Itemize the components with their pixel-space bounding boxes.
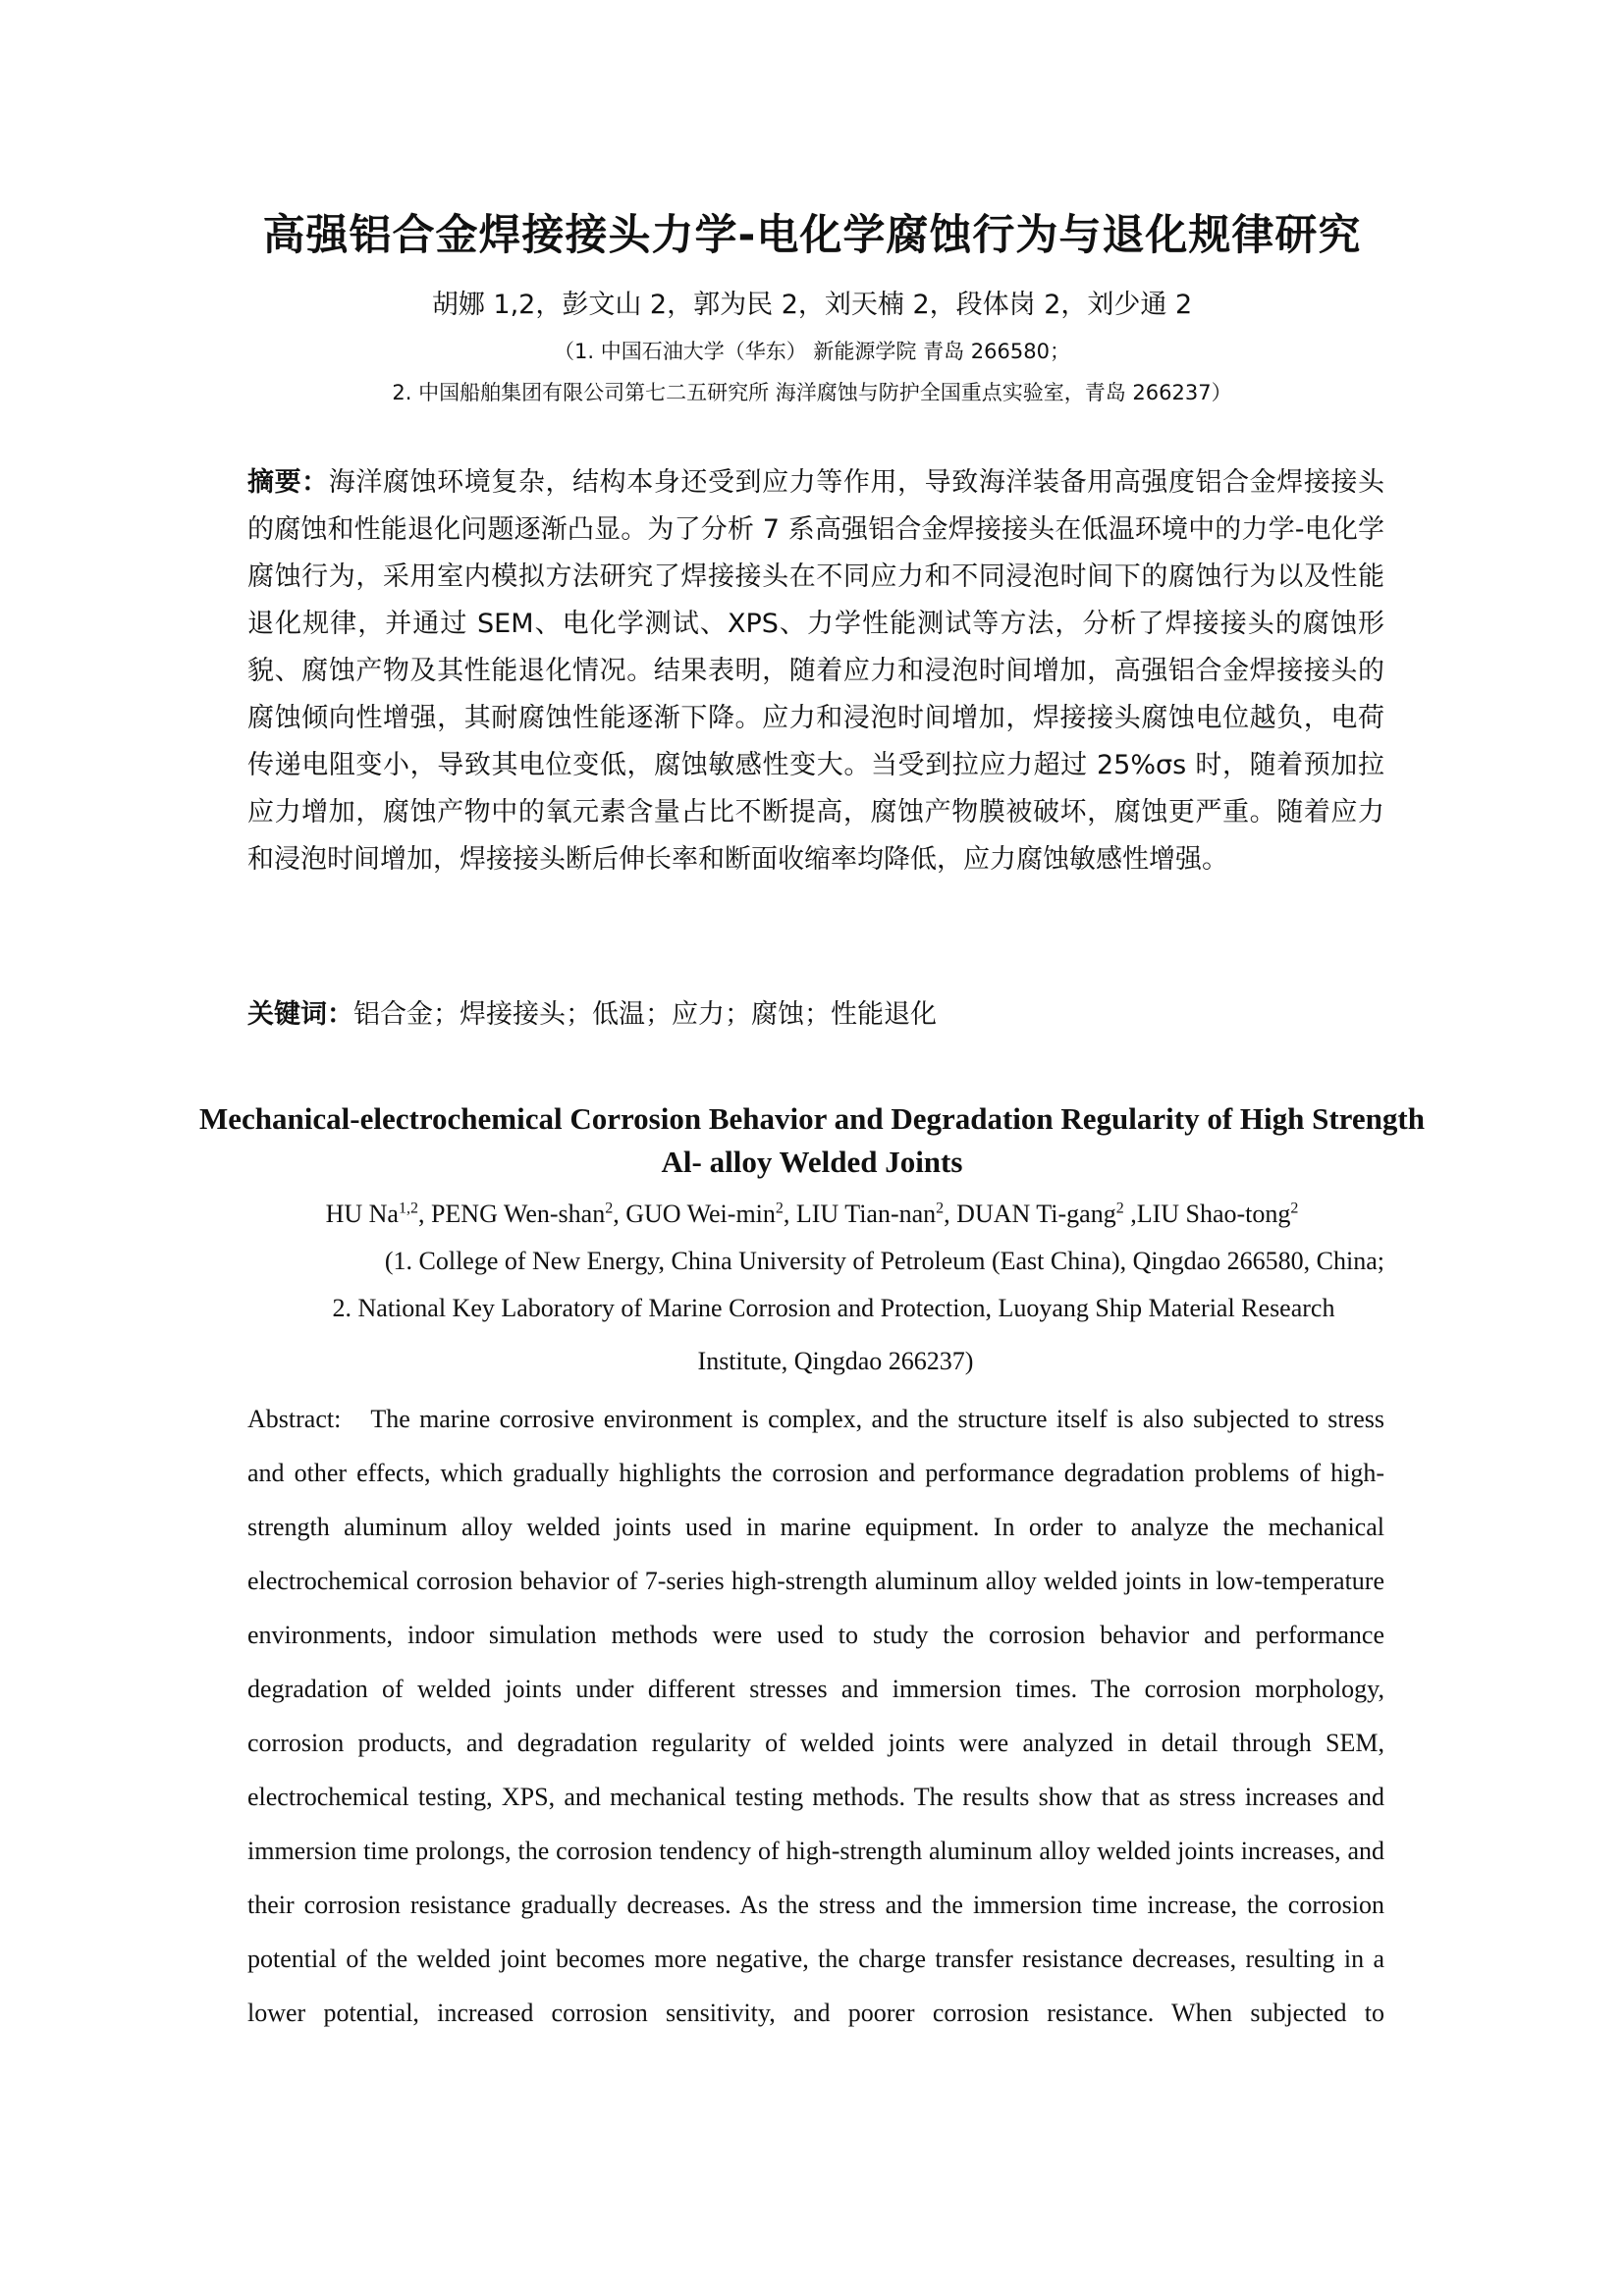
chinese-authors: 胡娜 1,2，彭文山 2，郭为民 2，刘天楠 2，段体岗 2，刘少通 2 [431,290,1193,320]
author-name: LIU Shao-tong [1136,1200,1291,1228]
author-separator: , [783,1200,796,1228]
chinese-abstract [247,459,1384,883]
author-affiliation-mark: 1,2 [398,1200,418,1217]
english-abstract-text: The marine corrosive environment is complex, and the structure itself is also subjected to stress and other effects, which gradually highlights the corrosion and performance degradation problems of high-strength aluminum alloy welded joints used in marine equipment. In order to analyze the mechanical electrochemical corrosion behavior of 7-series high-strength aluminum alloy welded joints in low-temperature environments, indoor simulation methods were used to study the corrosion behavior and performance degradation of welded joints under different stresses and immersion times. The corrosion morphology, corrosion products, and degradation regularity of welded joints were analyzed in detail through SEM, electrochemical testing, XPS, and mechanical testing methods. The results show that as stress increases and immersion time prolongs, the corrosion tendency of high-strength aluminum alloy welded joints increases, and their corrosion resistance gradually decreases. As the stress and the immersion time increase, the corrosion potential of the welded joint becomes more negative, the charge transfer resistance decreases, resulting in a lower potential, increased corrosion sensitivity, and poorer corrosion resistance. When subjected to [247,1405,1384,2027]
english-affiliation-2: 2. National Key Laboratory of Marine Corrosion and Protection, Luoyang Ship Material Research [332,1294,1335,1322]
english-authors [0,1196,1624,1233]
author-separator: , [1123,1200,1137,1228]
author-name: LIU Tian-nan [795,1200,937,1228]
author-name: HU Na [325,1200,399,1228]
chinese-abstract-text: 海洋腐蚀环境复杂，结构本身还受到应力等作用，导致海洋装备用高强度铝合金焊接接头的腐蚀和性能退化问题逐渐凸显。为了分析 7 系高强铝合金焊接接头在低温环境中的力学-电化学腐蚀行为，采用室内模拟方法研究了焊接接头在不同应力和不同浸泡时间下的腐蚀行为以及性能退化规律，并通过 SEM、电化学测试、XPS、力学性能测试等方法，分析了焊接接头的腐蚀形貌、腐蚀产物及其性能退化情况。结果表明，随着应力和浸泡时间增加，高强铝合金焊接接头的腐蚀倾向性增强，其耐腐蚀性能逐渐下降。应力和浸泡时间增加，焊接接头腐蚀电位越负，电荷传递电阻变小，导致其电位变低，腐蚀敏感性变大。当受到拉应力超过 25%σs 时，随着预加拉应力增加，腐蚀产物中的氧元素含量占比不断提高，腐蚀产物膜被破坏，腐蚀更严重。随着应力和浸泡时间增加，焊接接头断后伸长率和断面收缩率均降低，应力腐蚀敏感性增强。 [247,467,1385,875]
chinese-keywords-text: 铝合金；焊接接头；低温；应力；腐蚀；性能退化 [353,999,937,1030]
chinese-keywords [247,991,1384,1039]
chinese-affiliation-1: （1. 中国石油大学（华东） 新能源学院 青岛 266580； [554,340,1070,363]
english-affiliation-1: (1. College of New Energy, China University of Petroleum (East China), Qingdao 266580, China; [384,1247,1384,1275]
chinese-title: 高强铝合金焊接接头力学-电化学腐蚀行为与退化规律研究 [262,211,1362,260]
author-separator: , [613,1200,626,1228]
author-name: PENG Wen-shan [430,1200,606,1228]
author-separator: , [417,1200,431,1228]
author-affiliation-mark: 2 [936,1200,945,1217]
author-name: DUAN Ti-gang [956,1200,1116,1228]
english-abstract-label: Abstract: [247,1405,342,1433]
author-name: GUO Wei-min [625,1200,776,1228]
author-affiliation-mark: 2 [605,1200,614,1217]
english-title: Mechanical-electrochemical Corrosion Behavior and Degradation Regularity of High Strength Al- alloy Welded Joints [199,1101,1425,1179]
author-affiliation-mark: 2 [1115,1200,1124,1217]
chinese-affiliation-2: 2. 中国船舶集团有限公司第七二五研究所 海洋腐蚀与防护全国重点实验室，青岛 266237） [392,381,1232,404]
author-separator: , [944,1200,957,1228]
author-affiliation-mark: 2 [775,1200,784,1217]
chinese-abstract-label: 摘要： [247,467,329,498]
author-affiliation-mark: 2 [1290,1200,1299,1217]
english-affiliation-3: Institute, Qingdao 266237) [697,1347,974,1375]
chinese-keywords-label: 关键词： [247,999,353,1030]
english-abstract [247,1392,1384,2040]
